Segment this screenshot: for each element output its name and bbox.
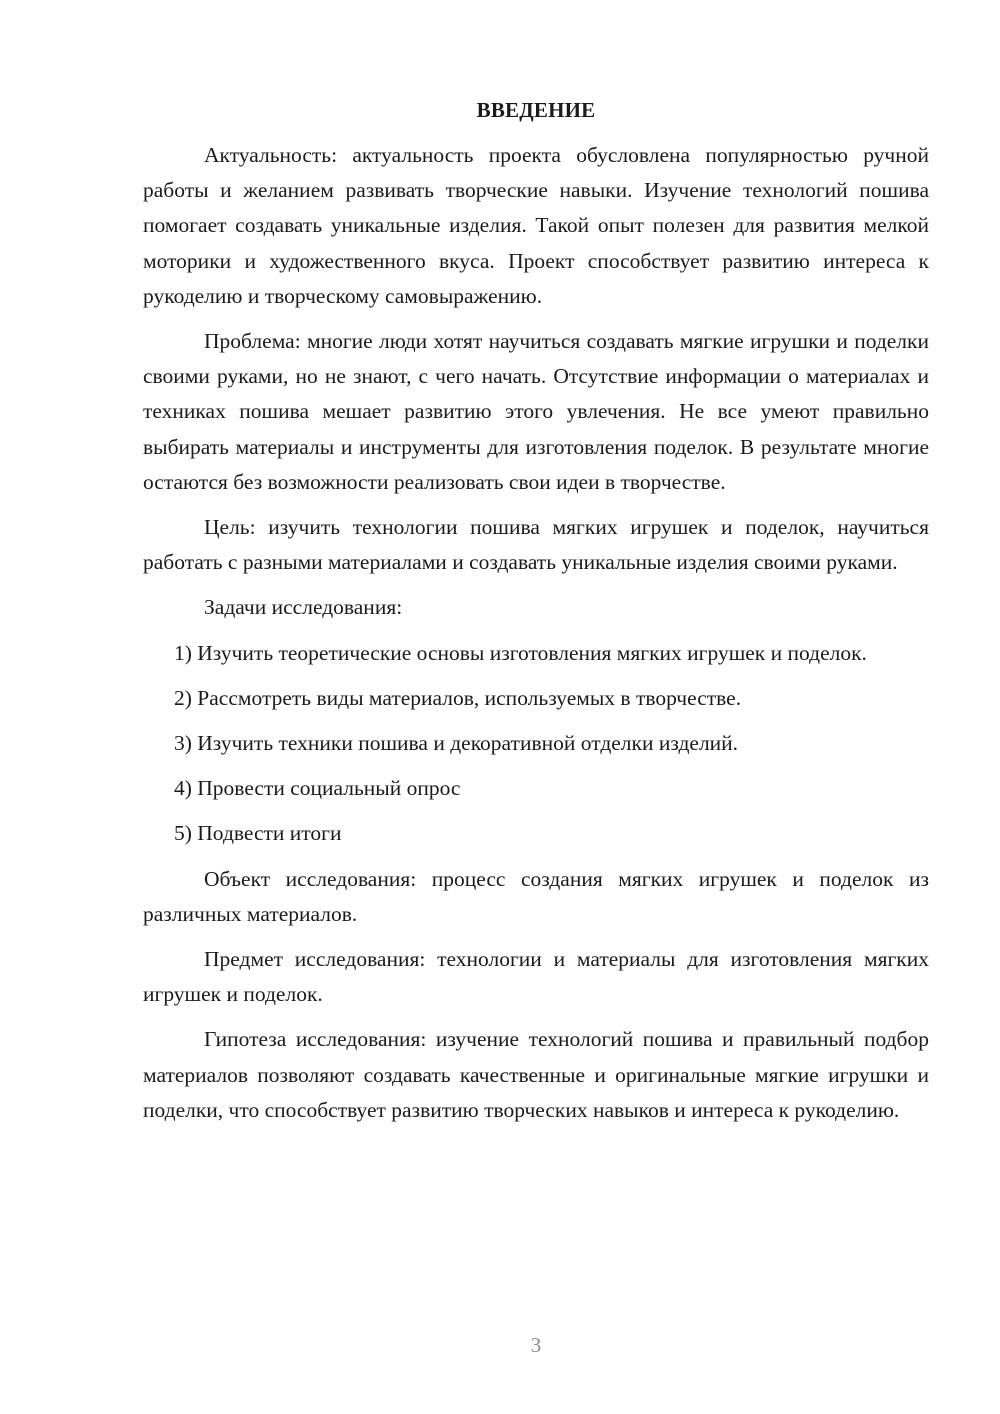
task-item-1: 1) Изучить теоретические основы изготовления мягких игрушек и поделок. bbox=[174, 640, 867, 665]
task-item-5: 5) Подвести итоги bbox=[174, 821, 342, 846]
paragraph-problem: Проблема: многие люди хотят научиться создавать мягкие игрушки и поделки своими руками, но не знают, с чего начать. Отсутствие информации о материалах и техниках пошива мешает развитию этого увлечения. Не все умеют правильно выбирать материалы и инструменты для изготовления поделок. В результате многие остаются без возможности реализовать свои идеи в творчестве. bbox=[143, 329, 929, 494]
paragraph-hypothesis: Гипотеза исследования: изучение технологий пошива и правильный подбор материалов позволяют создавать качественные и оригинальные мягкие игрушки и поделки, что способствует развитию творческих навыков и интереса к рукоделию. bbox=[143, 1027, 929, 1122]
paragraph-subject: Предмет исследования: технологии и материалы для изготовления мягких игрушек и поделок. bbox=[143, 947, 929, 1007]
task-item-2: 2) Рассмотреть виды материалов, используемых в творчестве. bbox=[174, 685, 742, 710]
paragraph-actuality: Актуальность: актуальность проекта обусловлена популярностью ручной работы и желанием развивать творческие навыки. Изучение технологий пошива помогает создавать уникальные изделия. Такой опыт полезен для развития мелкой моторики и художественного вкуса. Проект способствует развитию интереса к рукоделию и творческому самовыражению. bbox=[143, 143, 929, 308]
task-item-3: 3) Изучить техники пошива и декоративной отделки изделий. bbox=[174, 731, 739, 756]
paragraph-object: Объект исследования: процесс создания мягких игрушек и поделок из различных материалов. bbox=[143, 866, 929, 926]
page-title: ВВЕДЕНИЕ bbox=[476, 98, 596, 122]
page-content bbox=[143, 95, 929, 1128]
paragraph-goal: Цель: изучить технологии пошива мягких игрушек и поделок, научиться работать с разными материалами и создавать уникальные изделия своими руками. bbox=[143, 515, 929, 575]
page-number: 3 bbox=[530, 1333, 542, 1357]
tasks-heading: Задачи исследования: bbox=[204, 595, 403, 620]
task-item-4: 4) Провести социальный опрос bbox=[174, 776, 461, 801]
